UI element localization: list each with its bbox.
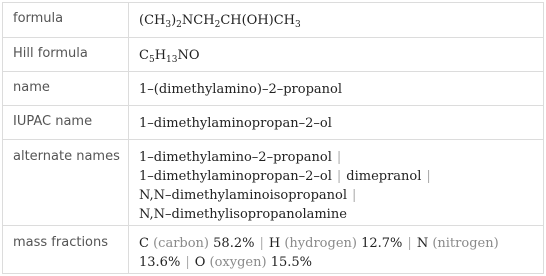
row-hill-formula [3, 37, 543, 72]
mass-fractions-label: mass fractions [13, 235, 109, 250]
alternate-names-value: 1–dimethylamino–2–propanol | 1–dimethylaminopropan–2–ol | dimepranol | N,N–dimethylaminoisopropanol | N,N–dimethylisopropanolamine [139, 150, 431, 222]
iupac-name-label: IUPAC name [13, 114, 93, 129]
row-mass-fractions [3, 225, 543, 274]
properties-table [2, 2, 544, 274]
alternate-names-label: alternate names [13, 149, 120, 164]
row-formula [3, 3, 543, 37]
hill-formula-label: Hill formula [13, 46, 88, 61]
mass-fractions-value: C (carbon) 58.2% | H (hydrogen) 12.7% | N (nitrogen) 13.6% | O (oxygen) 15.5% [139, 236, 499, 270]
formula-label: formula [13, 11, 64, 26]
name-label: name [13, 80, 50, 95]
iupac-name-value: 1–dimethylaminopropan–2–ol [139, 116, 332, 131]
row-name [3, 71, 543, 106]
formula-value: $(CH_3)_2NCH_2CH(OH)CH_3$ [139, 13, 301, 30]
row-iupac-name [3, 105, 543, 140]
hill-formula-value: $C_5H_{13}NO$ [139, 48, 200, 65]
name-value: 1–(dimethylamino)–2–propanol [139, 82, 343, 97]
row-alternate-names [3, 139, 543, 226]
